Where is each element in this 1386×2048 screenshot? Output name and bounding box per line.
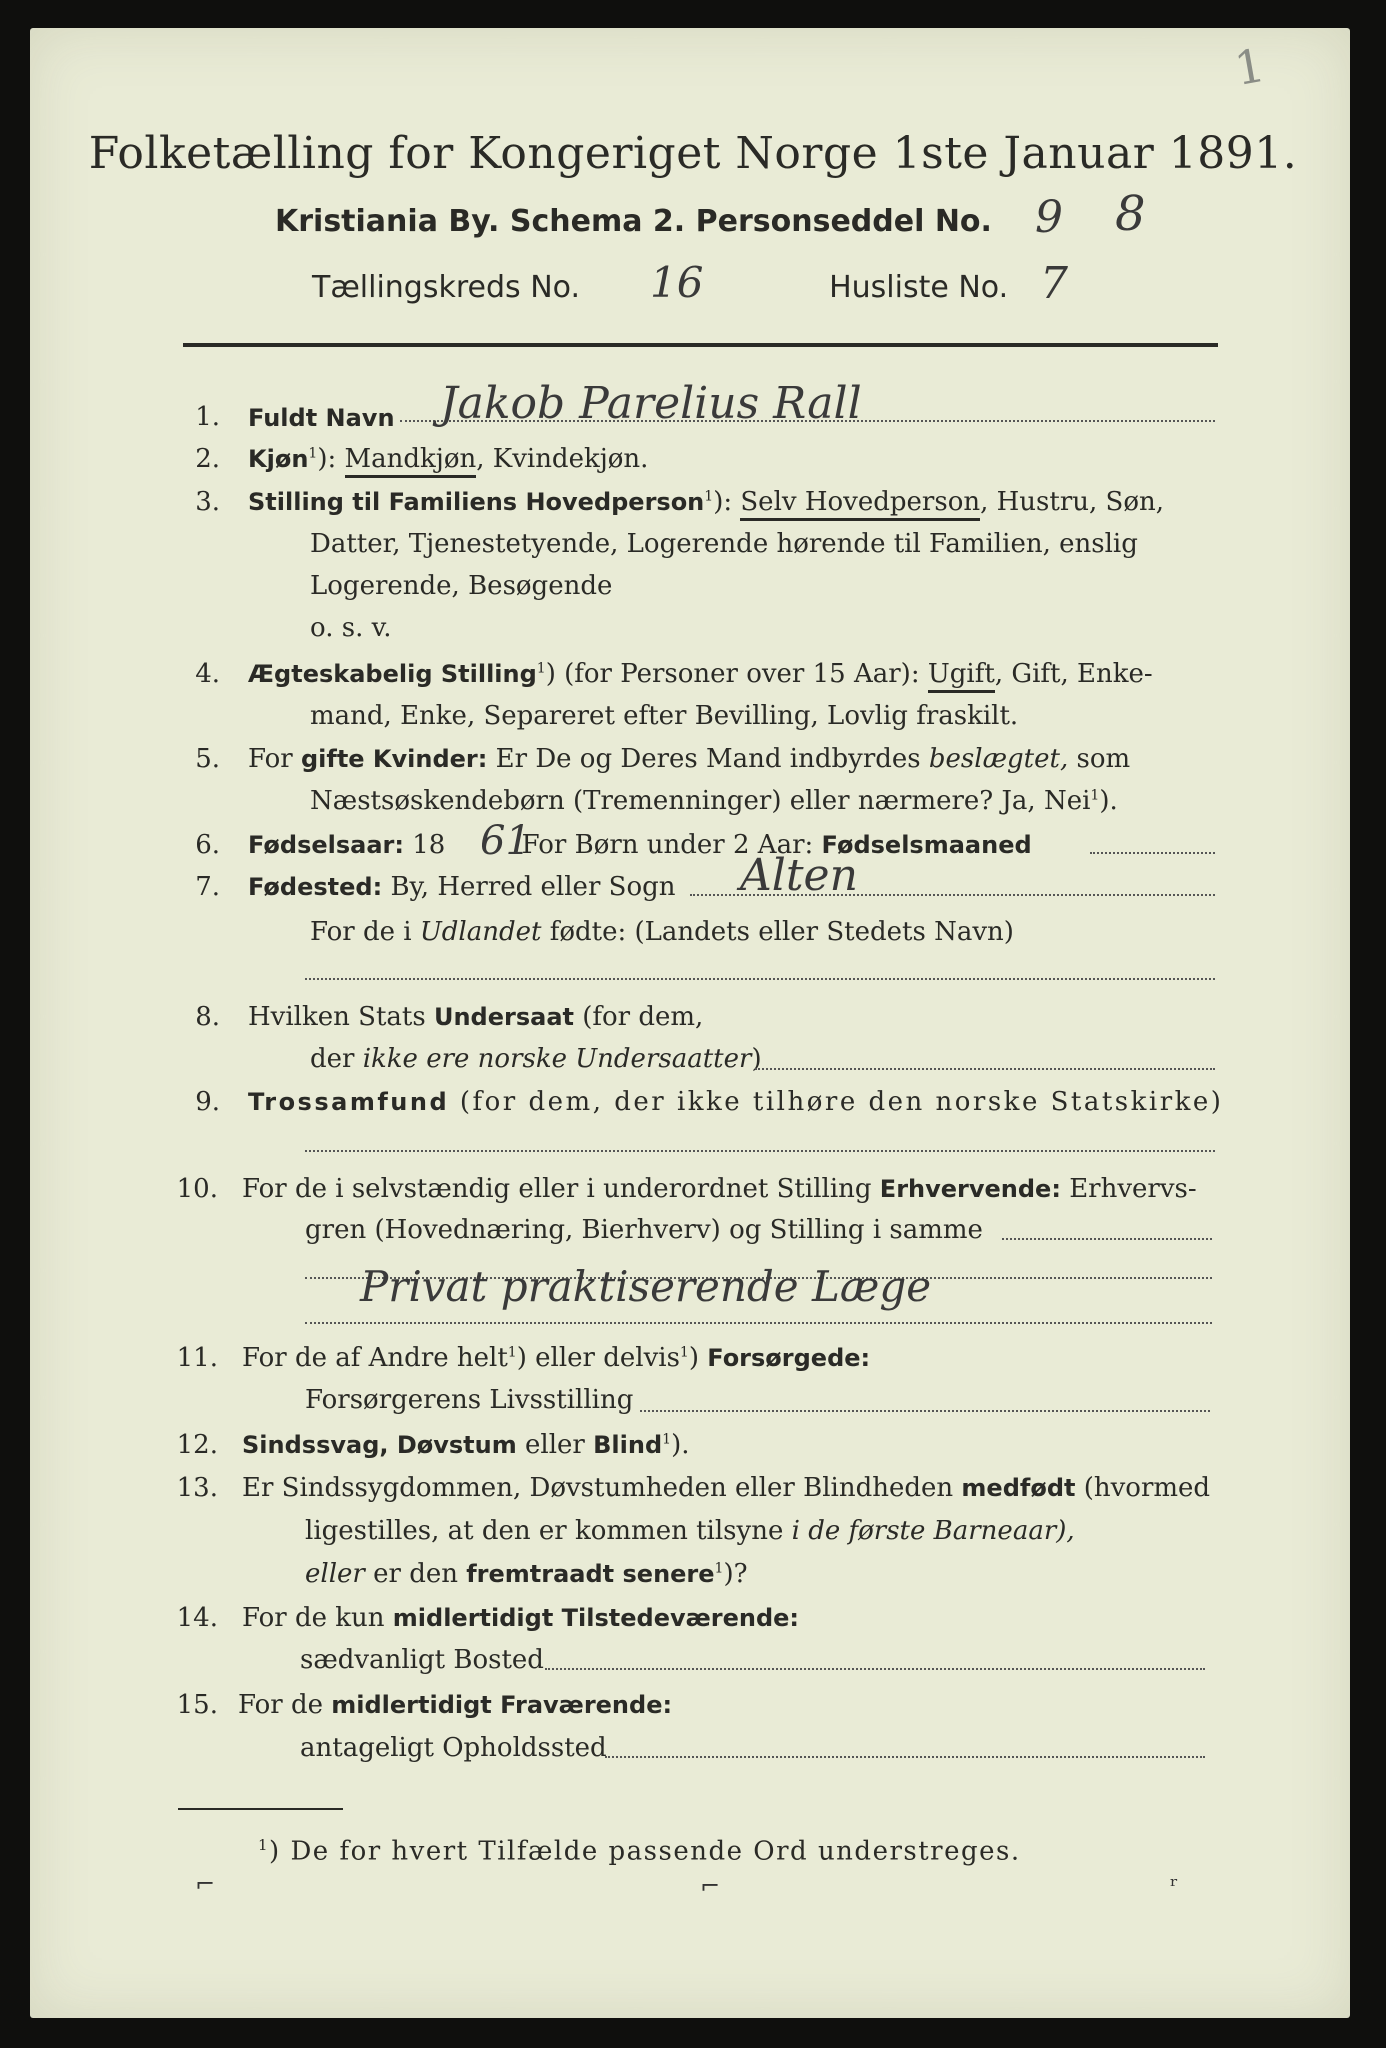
q1-label: Fuldt Navn — [248, 404, 395, 432]
footnote: $^1$) De for hvert Tilfælde passende Ord understreges. — [258, 1836, 1021, 1867]
header-rule — [183, 343, 1218, 347]
husliste-label: Husliste No. — [829, 270, 1009, 305]
schema-line: Kristiania By. Schema 2. Personseddel No. — [275, 204, 992, 239]
q3-selected-option: Selv Hovedperson — [740, 487, 980, 521]
taellingskreds-value: 16 — [650, 258, 704, 307]
form-title: Folketælling for Kongeriget Norge 1ste Januar 1891. — [88, 128, 1298, 179]
q10-row: 10. For de i selvstændig eller i underordnet Stilling Erhvervende: Erhvervs- — [176, 1174, 1197, 1204]
q2-selected-option: Mandkjøn — [345, 444, 477, 478]
q11-row: 11. For de af Andre helt$^1$) eller delvis$^1$) Forsørgede: — [176, 1343, 871, 1373]
q4-selected-option: Ugift — [928, 659, 995, 693]
q15-row: 15. For de midlertidigt Fraværende: — [176, 1690, 673, 1720]
q2-row: 2. Kjøn$^1$): Mandkjøn, Kvindekjøn. — [0, 444, 1386, 486]
corner-pencil-mark: 1 — [1230, 37, 1269, 97]
q1-answer: Jakob Parelius Rall — [440, 378, 862, 429]
q6-row: 6. Fødselsaar: 18 For Børn under 2 Aar: Fødselsmaaned — [195, 830, 1032, 860]
personseddel-number: 8 — [1115, 186, 1146, 242]
q8-row: 8. Hvilken Stats Undersaat (for dem, — [195, 1002, 704, 1032]
q4-row: 4. Ægteskabelig Stilling$^1$) (for Personer over 15 Aar): Ugift, Gift, Enke- — [0, 659, 1386, 701]
q14-row: 14. For de kun midlertidigt Tilstedeværende: — [176, 1603, 800, 1633]
personseddel-number-struck: 9 — [1035, 192, 1063, 243]
q9-row: 9. Trossamfund (for dem, der ikke tilhøre den norske Statskirke) — [195, 1087, 1224, 1117]
q12-row: 12. Sindssvag, Døvstum eller Blind$^1$). — [176, 1430, 690, 1460]
q13-row: 13. Er Sindssygdommen, Døvstumheden eller Blindheden medfødt (hvormed — [176, 1473, 1211, 1503]
q3-row: 3. Stilling til Familiens Hovedperson$^1$): Selv Hovedperson, Hustru, Søn, — [0, 487, 1386, 529]
q10-occupation: Privat praktiserende Læge — [360, 1262, 932, 1311]
taellingskreds-label: Tællingskreds No. — [312, 270, 580, 305]
q6-birth-year: 61 — [480, 818, 531, 864]
q7-birthplace: Alten — [740, 850, 858, 901]
footnote-rule — [178, 1808, 343, 1810]
q5-row: 5. For gifte Kvinder: Er De og Deres Mand indbyrdes beslægtet, som — [195, 744, 1131, 774]
husliste-value: 7 — [1040, 258, 1068, 309]
q7-row: 7. Fødested: By, Herred eller Sogn — [195, 872, 676, 902]
q1-row: 1. Fuldt Navn — [195, 402, 395, 432]
corner-mark-left: ⌐ — [195, 1870, 216, 1898]
corner-mark-center: ⌐ — [700, 1872, 721, 1900]
corner-mark-right: ʳ — [1170, 1872, 1179, 1900]
